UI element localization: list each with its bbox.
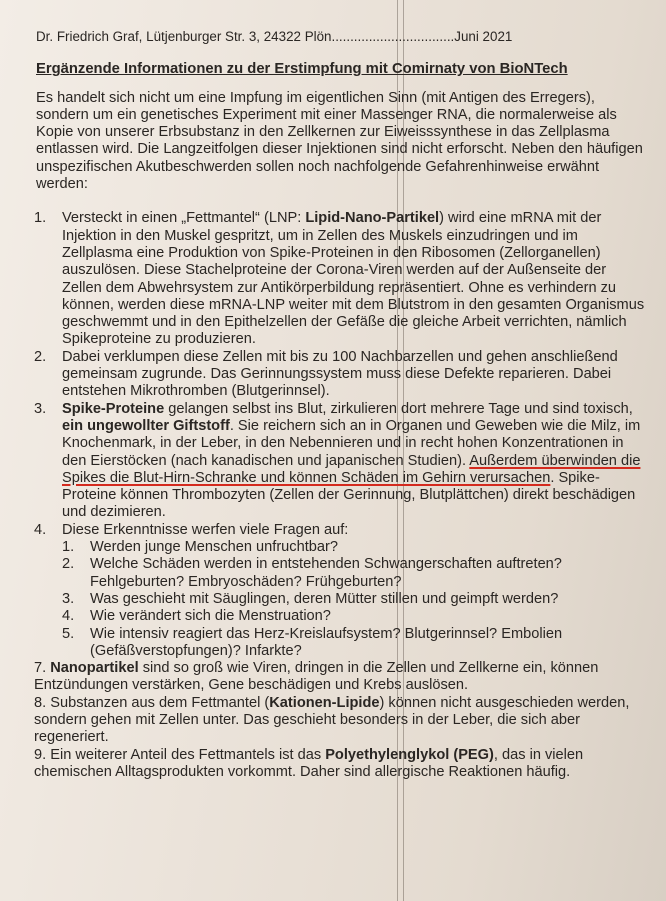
sub-item-2: 2. Welche Schäden werden in entstehenden Schwangerschaften auftreten? Fehlgeburten? Embryoschäden? Frühgeburten?	[62, 556, 562, 590]
intro-paragraph: Es handelt sich nicht um eine Impfung im eigentlichen Sinn (mit Antigen des Erregers), sondern um ein genetisches Experiment mit einer Massenger RNA, die normalerweise als Kopie von unserer Erbsubstanz in den Zellkernen zur Eiweisssynthese in das Zellplasma entlassen wird. Die Langzeitfolgen dieser Injektionen sind nicht erforscht. Neben den häufigen unspezifischen Akutbeschwerden sollen noch nachfolgende Gefahrenhinweise erwähnt werden:	[36, 89, 643, 193]
numbered-list	[34, 210, 646, 660]
paragraph-7: 7. Nanopartikel sind so groß wie Viren, dringen in die Zellen und Zellkerne ein, können Entzündungen verstärken, Gene beschädigen und Krebs auslösen.	[34, 660, 599, 694]
list-item-1: 1. Versteckt in einen „Fettmantel“ (LNP: Lipid-Nano-Partikel) wird eine mRNA mit der Injektion in den Muskel gespritzt, um in Zellen des Muskels einzudringen und im Zellplasma eine Produktion von Spike-Proteinen in den Ribosomen (Zellorganellen) auszulösen. Diese Stachelproteine der Corona-Viren werden auf der Außenseite der Zellen dem Abwehrsystem zur Antikörperbildung repräsentiert. Ohne es verhindern zu können, werden diese mRNA-LNP weiter mit dem Blutstrom in den gesamten Organismus geschwemmt und in den Epithelzellen der Gefäße die gleiche Arbeit verrichten, nämlich Spikeproteine zu produzieren.	[34, 210, 645, 348]
sub-item-3: 3. Was geschieht mit Säuglingen, deren Mütter stillen und geimpft werden?	[62, 590, 559, 607]
list-item-4: 4. Diese Erkenntnisse werfen viele Fragen auf: 1. Werden junge Menschen unfruchtbar? 2. Welche Schäden werden in entstehenden Schwangerschaften auftreten? Fehlgeburten? Embryoschäden? Frühgeburten? 3. Was geschieht mit Säuglingen, deren Mütter stillen und geimpft werden? 4. Wie verändert sich die Menstruation? 5. Wie intensiv reagiert das Herz-Kreislaufsystem? Blutgerinnsel? Embolien (Gefäßverstopfungen)? Infarkte?	[34, 522, 646, 660]
list-item-2: 2. Dabei verklumpen diese Zellen mit bis zu 100 Nachbarzellen und gehen anschließend gemeinsam zugrunde. Das Gerinnungssystem muss diese Defekte reparieren. Dabei entstehen Mikrothromben (Blutgerinnsel).	[34, 348, 618, 400]
sender-address-line: Dr. Friedrich Graf, Lütjenburger Str. 3, 24322 Plön.................................Juni 2021	[36, 29, 513, 44]
sub-item-5: 5. Wie intensiv reagiert das Herz-Kreislaufsystem? Blutgerinnsel? Embolien (Gefäßverstopfungen)? Infarkte?	[62, 625, 563, 659]
paragraph-8: 8. Substanzen aus dem Fettmantel (Kationen-Lipide) können nicht ausgeschieden werden, sondern gehen mit Zellen unter. Das geschieht besonders in der Leber, die sich aber regeneriert.	[34, 694, 630, 746]
sub-item-4: 4. Wie verändert sich die Menstruation?	[62, 608, 331, 625]
red-underlined-passage: Außerdem überwinden die Spikes die Blut-Hirn-Schranke und können Schäden im Gehirn verursachen	[62, 452, 641, 486]
document-title: Ergänzende Informationen zu der Erstimpfung mit Comirnaty von BioNTech	[36, 61, 568, 78]
sub-item-1: 1. Werden junge Menschen unfruchtbar?	[62, 539, 338, 556]
questions-sublist	[62, 539, 646, 660]
paragraph-9: 9. Ein weiterer Anteil des Fettmantels ist das Polyethylenglykol (PEG), das in vielen chemischen Alltagsprodukten vorkommt. Daher sind allergische Reaktionen häufig.	[34, 746, 584, 780]
list-item-3: 3. Spike-Proteine gelangen selbst ins Blut, zirkulieren dort mehrere Tage und sind toxisch, ein ungewollter Giftstoff. Sie reichern sich an in Organen und Geweben wie die Milz, im Knochenmark, in der Leber, in den Nebennieren und in recht hohen Konzentrationen in den Eierstöcken (nach kanadischen und japanischen Studien). Außerdem überwinden die Spikes die Blut-Hirn-Schranke und können Schäden im Gehirn verursachen. Spike-Proteine können Thrombozyten (Zellen der Gerinnung, Blutplättchen) direkt beschädigen und dezimieren.	[34, 400, 641, 521]
